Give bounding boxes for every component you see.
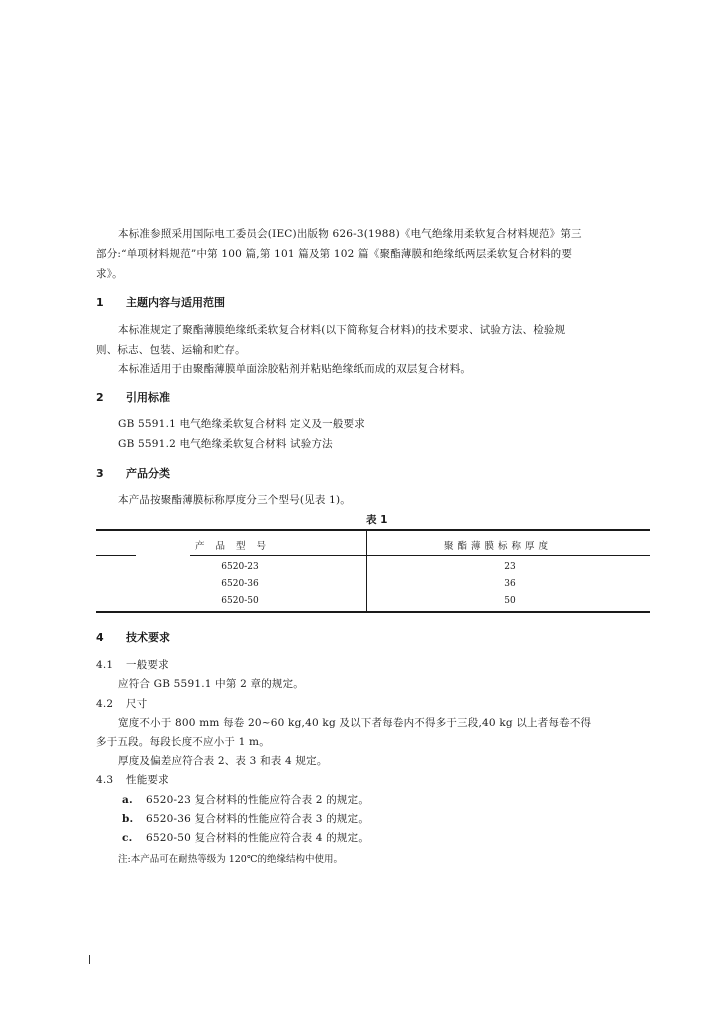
requirement-text-a: 6520-23 复合材料的性能应符合表 2 的规定。 bbox=[146, 794, 370, 806]
subsection-4-1-heading bbox=[96, 657, 169, 672]
subsection-4-3-heading bbox=[96, 772, 169, 787]
subsection-4-2-heading bbox=[96, 696, 147, 711]
table-cell-model-2: 6520-36 bbox=[221, 579, 259, 589]
table-column-divider bbox=[366, 529, 367, 612]
subsection-4-2-para-1a: 宽度不小于 800 mm 每卷 20~60 kg,40 kg 及以下者每卷内不得多于三段,40 kg 以上者每卷不得 bbox=[118, 717, 592, 729]
table-cell-thickness-1: 23 bbox=[504, 562, 516, 572]
subsection-4-1-para: 应符合 GB 5591.1 中第 2 章的规定。 bbox=[118, 678, 305, 690]
table-header-stub-rule bbox=[96, 555, 136, 556]
section-1-para-1b: 则、标志、包装、运输和贮存。 bbox=[96, 344, 246, 356]
table-bottom-rule bbox=[96, 611, 650, 613]
section-1-para-1a: 本标准规定了聚酯薄膜绝缘纸柔软复合材料(以下简称复合材料)的技术要求、试验方法、检验规 bbox=[118, 324, 566, 336]
table-header-model: 产 品 型 号 bbox=[195, 541, 271, 552]
section-4-number: 4 bbox=[96, 631, 104, 644]
table-cell-model-1: 6520-23 bbox=[221, 562, 259, 572]
section-4-note: 注:本产品可在耐热等级为 120℃的绝缘结构中使用。 bbox=[118, 854, 343, 865]
subsection-4-1-number: 4.1 bbox=[96, 659, 114, 671]
subsection-4-1-title: 一般要求 bbox=[126, 659, 169, 671]
requirement-item-b bbox=[122, 811, 369, 826]
section-2-title: 引用标准 bbox=[126, 391, 170, 404]
table-header-thickness: 聚酯薄膜标称厚度 bbox=[444, 541, 553, 552]
table-cell-thickness-3: 50 bbox=[504, 596, 516, 606]
intro-line-2: 部分:“单项材料规范”中第 100 篇,第 101 篇及第 102 篇《聚酯薄膜和绝缘纸两层柔软复合材料的要 bbox=[96, 248, 573, 260]
section-3-number: 3 bbox=[96, 467, 104, 480]
section-2-heading bbox=[96, 389, 170, 405]
requirement-label-a: a. bbox=[122, 794, 133, 806]
section-3-title: 产品分类 bbox=[126, 467, 170, 480]
reference-1: GB 5591.1 电气绝缘柔软复合材料 定义及一般要求 bbox=[118, 418, 365, 430]
section-1-para-2: 本标准适用于由聚酯薄膜单面涂胶粘剂并粘贴绝缘纸而成的双层复合材料。 bbox=[118, 363, 472, 375]
requirement-item-c bbox=[122, 830, 369, 845]
intro-line-3: 求》。 bbox=[96, 268, 123, 280]
requirement-item-a bbox=[122, 792, 369, 807]
section-1-heading bbox=[96, 294, 225, 310]
intro-line-1: 本标准参照采用国际电工委员会(IEC)出版物 626-3(1988)《电气绝缘用柔软复合材料规范》第三 bbox=[118, 228, 582, 240]
table-header-rule bbox=[190, 555, 650, 556]
section-3-para: 本产品按聚酯薄膜标称厚度分三个型号(见表 1)。 bbox=[118, 494, 352, 506]
subsection-4-2-para-1b: 多于五段。每段长度不应小于 1 m。 bbox=[96, 736, 270, 748]
table-top-rule bbox=[96, 529, 650, 531]
requirement-label-c: c. bbox=[122, 832, 133, 844]
subsection-4-3-number: 4.3 bbox=[96, 774, 114, 786]
section-4-heading bbox=[96, 629, 170, 645]
section-2-number: 2 bbox=[96, 391, 104, 404]
subsection-4-2-title: 尺寸 bbox=[126, 698, 148, 710]
margin-mark bbox=[89, 955, 90, 964]
requirement-text-c: 6520-50 复合材料的性能应符合表 4 的规定。 bbox=[146, 832, 370, 844]
table-1-caption: 表 1 bbox=[366, 514, 388, 526]
table-cell-thickness-2: 36 bbox=[504, 579, 516, 589]
subsection-4-2-para-2: 厚度及偏差应符合表 2、表 3 和表 4 规定。 bbox=[118, 755, 328, 767]
subsection-4-2-number: 4.2 bbox=[96, 698, 114, 710]
section-4-title: 技术要求 bbox=[126, 631, 170, 644]
section-3-heading bbox=[96, 465, 170, 481]
subsection-4-3-title: 性能要求 bbox=[126, 774, 169, 786]
reference-2: GB 5591.2 电气绝缘柔软复合材料 试验方法 bbox=[118, 438, 333, 450]
section-1-number: 1 bbox=[96, 296, 104, 309]
table-cell-model-3: 6520-50 bbox=[221, 596, 259, 606]
section-1-title: 主题内容与适用范围 bbox=[126, 296, 225, 309]
requirement-label-b: b. bbox=[122, 813, 134, 825]
requirement-text-b: 6520-36 复合材料的性能应符合表 3 的规定。 bbox=[146, 813, 370, 825]
